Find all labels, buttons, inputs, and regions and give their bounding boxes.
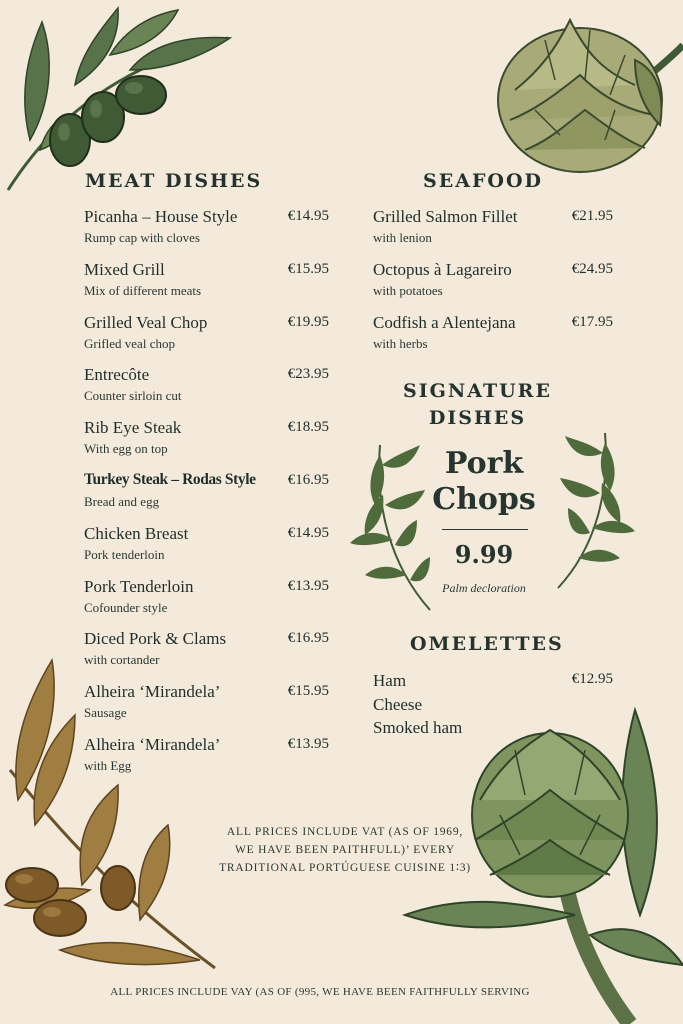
item-description: with Egg: [84, 757, 132, 773]
divider: [442, 529, 528, 530]
item-description: with potatoes: [373, 282, 443, 298]
item-price: €14.95: [287, 208, 329, 224]
menu-item: [84, 629, 329, 682]
item-name: Alheira ‘Mirandela’: [84, 682, 221, 702]
vat-note-line: WE HAVE BEEN PAITHFULL)’ EVERY: [235, 844, 455, 856]
item-name: Rib Eye Steak: [84, 418, 182, 438]
signature-dish-name: [420, 446, 548, 518]
item-name: Grilled Veal Chop: [84, 312, 208, 332]
menu-item: [84, 524, 329, 577]
menu-item: [84, 313, 329, 366]
item-price: €16.95: [287, 630, 329, 647]
item-description: Pork tenderloin: [84, 546, 165, 562]
menu-item: [373, 207, 613, 260]
signature-name-line: Pork: [444, 446, 524, 481]
signature-heading-line: DISHES: [428, 407, 527, 429]
menu-item: [84, 418, 329, 471]
menu-item: [84, 682, 329, 735]
menu-item: [84, 577, 329, 630]
vat-note-line: TRADITIONAL PORTÚGUESE CUISINE 1∶3): [219, 862, 471, 874]
item-description: Rump cap with cloves: [84, 230, 200, 245]
item-name: Grilled Salmon Fillet: [373, 207, 518, 226]
omelettes-heading: OMELETTES: [410, 633, 564, 655]
item-price: €15.95: [287, 683, 329, 700]
omelette-item: Ham: [373, 671, 407, 690]
omelette-item: Cheese: [373, 694, 423, 714]
item-description: with cortander: [84, 652, 160, 668]
item-description: with lenion: [373, 230, 432, 245]
menu-item: [84, 471, 329, 524]
artichoke-illustration: [485, 0, 683, 190]
omelette-item: Smoked ham: [373, 718, 463, 737]
item-price: €16.95: [287, 471, 329, 488]
seafood-heading: SEAFOOD: [423, 170, 544, 192]
omelettes-list: [373, 669, 613, 740]
item-price: €17.95: [571, 313, 613, 330]
item-description: Grifled veal chop: [84, 335, 175, 351]
laurel-right-icon: [550, 428, 645, 593]
footer-note: ALL PRICES INCLUDE VAY (AS OF (995, WE HAVE BEEN FAITHFULLY SERVING: [110, 986, 530, 998]
item-name: Picanha – House Style: [84, 207, 238, 226]
item-price: €13.95: [287, 735, 329, 752]
menu-item: [373, 313, 613, 366]
item-name: Alheira ‘Mirandela’: [84, 734, 221, 754]
item-price: €14.95: [287, 524, 329, 541]
item-price: €18.95: [287, 419, 329, 436]
vat-note-line: ALL PRICES INCLUDE VAT (AS OF 1969,: [226, 826, 464, 838]
menu-item: [373, 260, 613, 313]
menu-item: [84, 207, 329, 260]
menu-item: [84, 735, 329, 788]
item-name: Octopus à Lagareiro: [373, 259, 512, 279]
seafood-list: [373, 207, 613, 365]
item-description: Cofounder style: [84, 599, 168, 615]
item-name: Codfish a Alentejana: [373, 312, 516, 332]
item-description: Bread and egg: [84, 493, 160, 509]
item-description: With egg on top: [84, 441, 168, 457]
item-name: Diced Pork & Clams: [84, 629, 227, 649]
item-description: Mix of different meats: [84, 282, 202, 298]
menu-item: [84, 260, 329, 313]
item-price: €13.95: [287, 577, 329, 594]
item-name: Turkey Steak – Rodas Style: [84, 470, 256, 488]
item-price: €24.95: [571, 260, 613, 277]
signature-dishes-heading: [380, 378, 575, 432]
signature-note: Palm decloration: [442, 581, 526, 595]
item-name: Chicken Breast: [84, 523, 189, 543]
item-description: Counter sirloin cut: [84, 388, 182, 404]
item-name: Pork Tenderloin: [84, 576, 194, 596]
item-description: with herbs: [373, 335, 428, 351]
item-price: €15.95: [287, 260, 329, 277]
signature-heading-line: SIGNATURE: [403, 380, 552, 402]
item-price: €23.95: [287, 366, 329, 383]
meat-dishes-heading: MEAT DISHES: [85, 170, 263, 192]
signature-price: 9.99: [454, 540, 514, 569]
menu-item: [84, 365, 329, 418]
vat-note: [195, 823, 495, 877]
item-description: Sausage: [84, 705, 127, 721]
item-price: €21.95: [571, 208, 613, 224]
item-price: €19.95: [287, 313, 329, 330]
item-name: Entrecôte: [84, 365, 150, 385]
meat-dishes-list: [84, 207, 329, 788]
omelette-price: €12.95: [571, 671, 613, 687]
signature-name-line: Chops: [432, 482, 536, 517]
item-name: Mixed Grill: [84, 259, 165, 279]
